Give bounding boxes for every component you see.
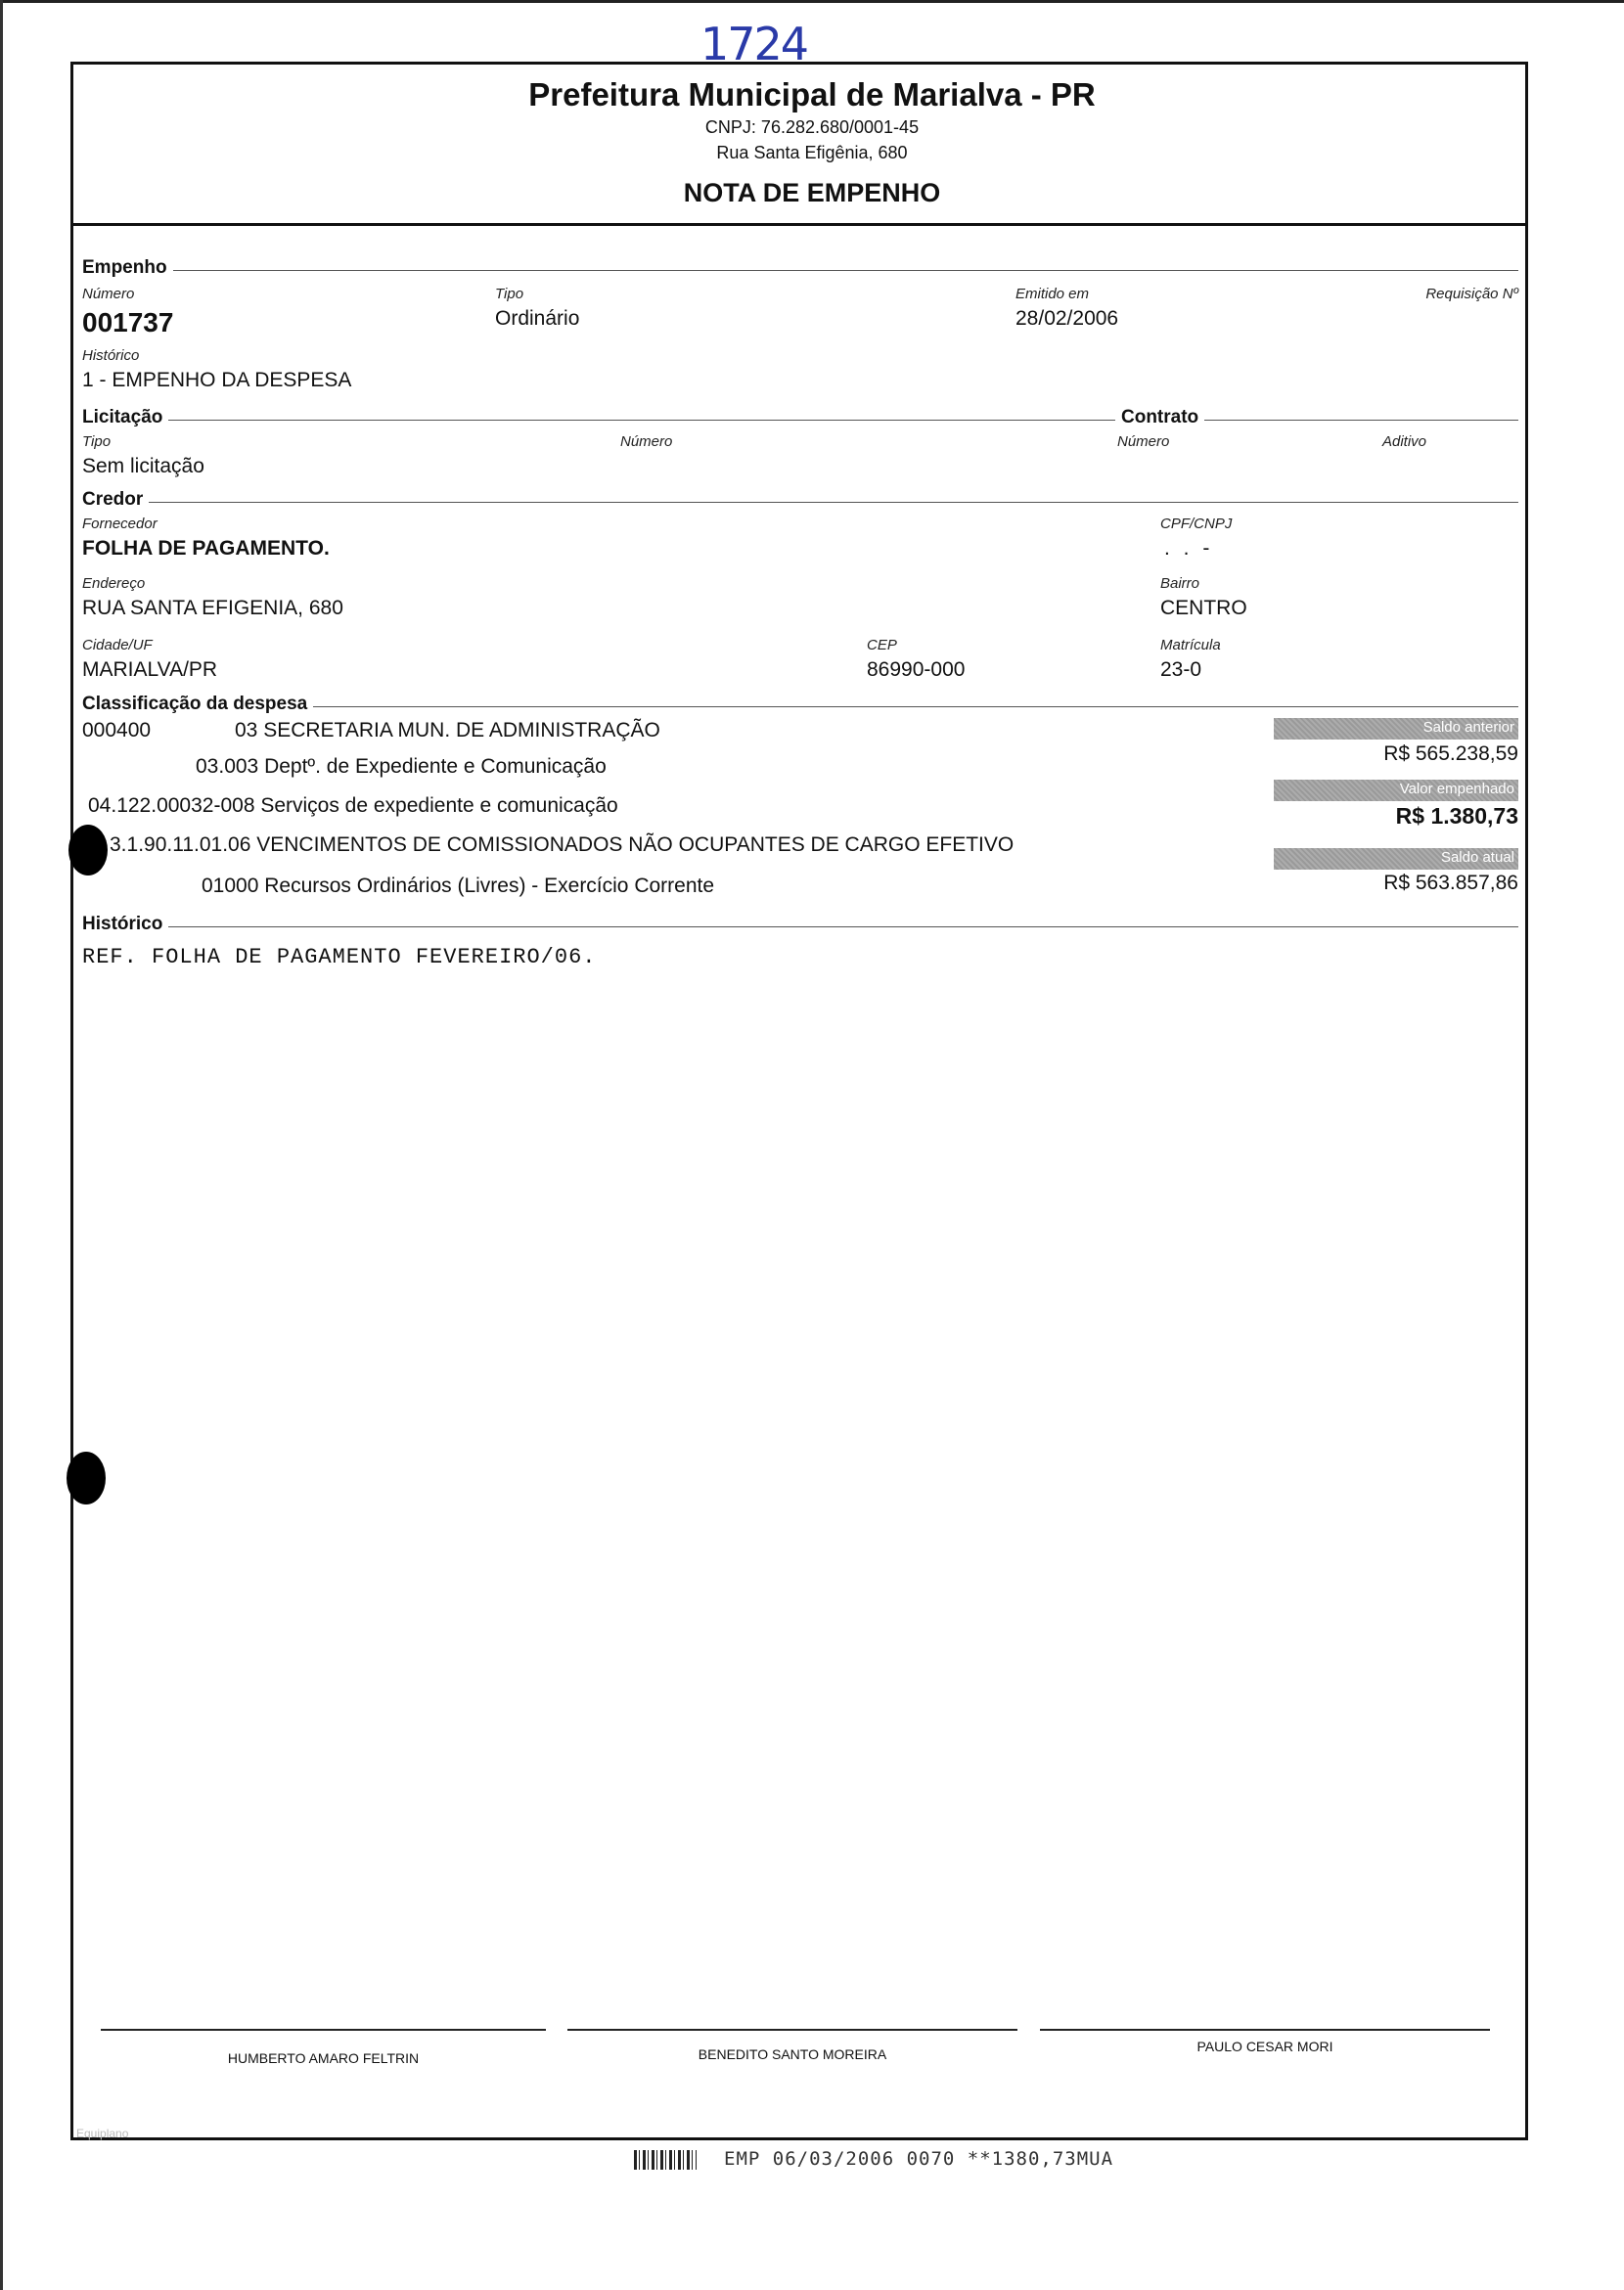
emitido-label: Emitido em — [1015, 286, 1090, 302]
punch-hole-upper — [68, 825, 108, 876]
fornecedor: FOLHA DE PAGAMENTO. — [82, 537, 330, 560]
recurso: 01000 Recursos Ordinários (Livres) - Exercício Corrente — [202, 875, 715, 897]
signature-name-2: BENEDITO SANTO MOREIRA — [698, 2046, 887, 2062]
empenho-historico: 1 - EMPENHO DA DESPESA — [82, 369, 352, 391]
valor-empenhado-label: Valor empenhado — [1399, 781, 1514, 797]
empenho-historico-label: Histórico — [82, 347, 140, 364]
empenho-tipo-label: Tipo — [495, 286, 524, 302]
section-credor: Credor — [82, 489, 149, 511]
software-watermark: Equiplano — [76, 2127, 129, 2140]
orgao: 03 SECRETARIA MUN. DE ADMINISTRAÇÃO — [235, 719, 660, 741]
signature-name-1: HUMBERTO AMARO FELTRIN — [227, 2050, 420, 2066]
historico-text: REF. FOLHA DE PAGAMENTO FEVEREIRO/06. — [82, 945, 597, 969]
section-licitacao: Licitação — [82, 407, 168, 428]
section-historico: Histórico — [82, 914, 168, 935]
saldo-anterior: R$ 565.238,59 — [1383, 742, 1518, 765]
orgao-code: 000400 — [82, 719, 152, 741]
signature-name-3: PAULO CESAR MORI — [1196, 2039, 1333, 2054]
municipality-title: Prefeitura Municipal de Marialva - PR — [528, 76, 1096, 112]
bairro: CENTRO — [1160, 597, 1247, 619]
valor-empenhado-box — [1274, 780, 1518, 801]
endereco-label: Endereço — [82, 575, 146, 592]
empenho-tipo: Ordinário — [495, 307, 580, 330]
saldo-anterior-label: Saldo anterior — [1422, 719, 1514, 736]
licitacao-tipo: Sem licitação — [82, 455, 204, 477]
requisicao-label: Requisição Nº — [1425, 286, 1518, 302]
unidade: 03.003 Deptº. de Expediente e Comunicação — [196, 755, 607, 778]
cpf-value: . . - — [1164, 537, 1214, 560]
cep-label: CEP — [867, 637, 897, 653]
valor-empenhado: R$ 1.380,73 — [1395, 803, 1518, 829]
scan-edge-left — [0, 0, 3, 2290]
section-contrato: Contrato — [1115, 407, 1204, 428]
contrato-aditivo-label: Aditivo — [1382, 433, 1427, 450]
matricula: 23-0 — [1160, 658, 1202, 681]
empenho-numero: 001737 — [82, 307, 174, 337]
empenho-rule — [82, 270, 1518, 271]
section-classificacao: Classificação da despesa — [82, 694, 313, 715]
licitacao-tipo-label: Tipo — [82, 433, 112, 450]
historico-rule — [82, 926, 1518, 927]
licitacao-rule — [82, 420, 1518, 421]
funcional: 04.122.00032-008 Serviços de expediente e comunicação — [88, 794, 618, 817]
section-empenho: Empenho — [82, 257, 173, 279]
fornecedor-label: Fornecedor — [82, 516, 158, 532]
saldo-anterior-box — [1274, 718, 1518, 740]
cep: 86990-000 — [867, 658, 966, 681]
endereco: RUA SANTA EFIGENIA, 680 — [82, 597, 343, 619]
payment-stamp: EMP 06/03/2006 0070 **1380,73MUA — [724, 2148, 1114, 2170]
saldo-atual-label: Saldo atual — [1440, 849, 1514, 866]
barcode-mark — [634, 2150, 697, 2170]
saldo-atual-box — [1274, 848, 1518, 870]
emitido-date: 28/02/2006 — [1015, 307, 1119, 330]
signature-line-3 — [1040, 2029, 1490, 2031]
handwritten-page-number: 1724 — [700, 18, 808, 70]
cidade: MARIALVA/PR — [82, 658, 218, 681]
punch-hole-lower — [67, 1452, 106, 1504]
cidade-label: Cidade/UF — [82, 637, 153, 653]
signature-line-1 — [101, 2029, 546, 2031]
cpf-label: CPF/CNPJ — [1160, 516, 1233, 532]
empenho-numero-label: Número — [82, 286, 135, 302]
scan-edge-top — [0, 0, 1624, 3]
saldo-atual: R$ 563.857,86 — [1383, 872, 1518, 894]
header-divider — [70, 223, 1528, 226]
licitacao-numero-label: Número — [620, 433, 673, 450]
address-line: Rua Santa Efigênia, 680 — [716, 143, 908, 162]
credor-rule — [82, 502, 1518, 503]
bairro-label: Bairro — [1160, 575, 1200, 592]
cnpj-line: CNPJ: 76.282.680/0001-45 — [704, 117, 920, 137]
elemento: 3.1.90.11.01.06 VENCIMENTOS DE COMISSIONADOS NÃO OCUPANTES DE CARGO EFETIVO — [110, 833, 1015, 856]
document-title: NOTA DE EMPENHO — [683, 178, 941, 207]
matricula-label: Matrícula — [1160, 637, 1221, 653]
contrato-numero-label: Número — [1117, 433, 1170, 450]
signature-line-2 — [567, 2029, 1017, 2031]
